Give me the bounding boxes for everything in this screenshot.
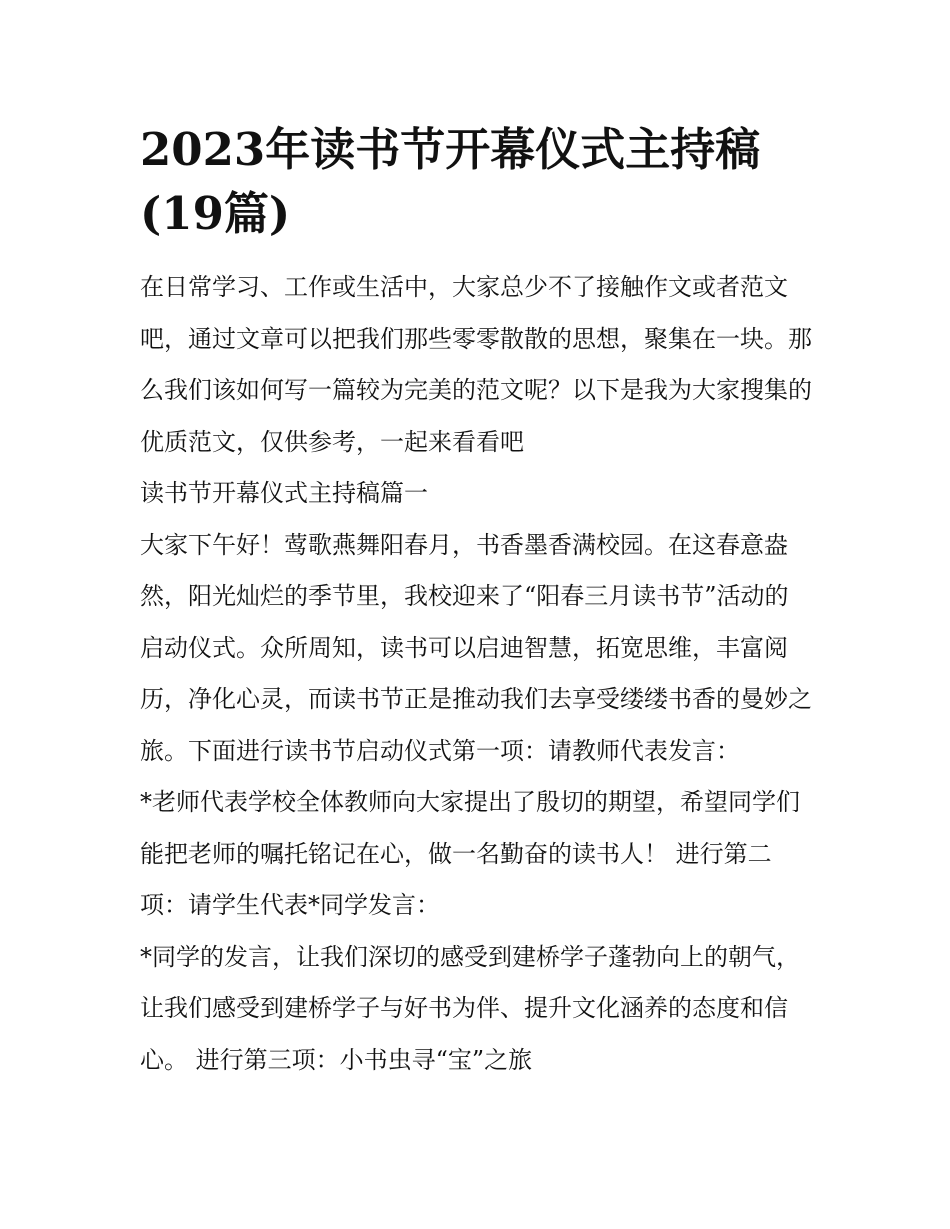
body-paragraph: *老师代表学校全体教师向大家提出了殷切的期望，希望同学们能把老师的嘱托铭记在心，做一名勤奋的读书人！ 进行第二项：请学生代表*同学发言： xyxy=(140,788,800,919)
document-title: 2023年读书节开幕仪式主持稿(19篇) xyxy=(140,123,761,240)
intro-paragraph: 在日常学习、工作或生活中，大家总少不了接触作文或者范文吧，通过文章可以把我们那些零零散散的思想，聚集在一块。那么我们该如何写一篇较为完美的范文呢？以下是我为大家搜集的优质范文，仅供参考，一起来看看吧 xyxy=(140,273,812,456)
document-page xyxy=(140,118,812,1086)
body-paragraph: *同学的发言，让我们深切的感受到建桥学子蓬勃向上的朝气，让我们感受到建桥学子与好书为伴、提升文化涵养的态度和信心。 进行第三项：小书虫寻“宝”之旅 xyxy=(140,942,800,1074)
body-paragraph: 大家下午好！莺歌燕舞阳春月，书香墨香满校园。在这春意盎然，阳光灿烂的季节里，我校迎来了“阳春三月读书节”活动的启动仪式。众所周知，读书可以启迪智慧，拓宽思维，丰富阅历，净化心灵，而读书节正是推动我们去享受缕缕书香的曼妙之旅。下面进行读书节启动仪式第一项：请教师代表发言： xyxy=(140,530,812,765)
section-heading: 读书节开幕仪式主持稿篇一 xyxy=(140,479,428,507)
